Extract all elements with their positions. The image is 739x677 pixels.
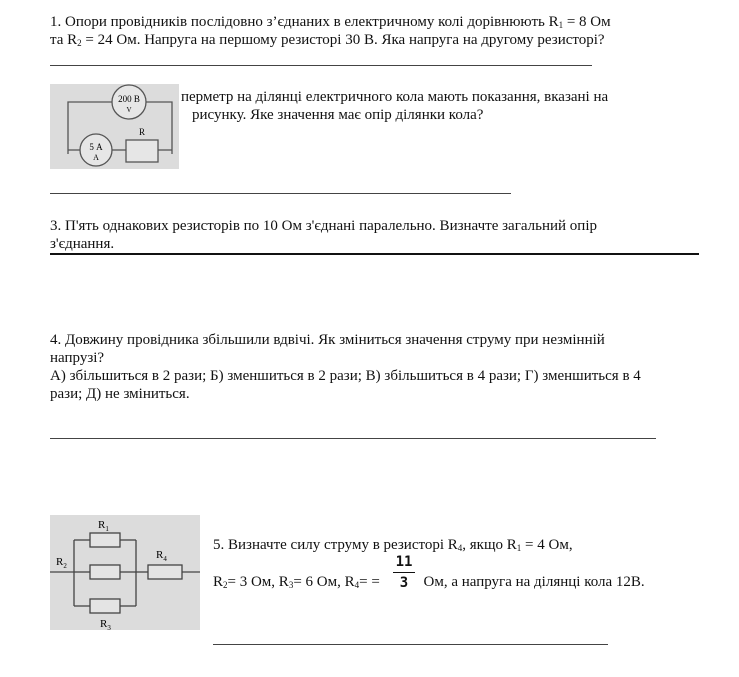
ammeter-value: 5 А xyxy=(89,142,103,152)
resistor-label: R xyxy=(138,127,146,137)
fraction-numerator: 11 xyxy=(395,554,413,570)
question-4 xyxy=(50,331,730,403)
q1-line-1: 1. Опори провідників послідовно з’єднаних в електричному колі дорівнюють $R_1 = 8$ Ом xyxy=(50,14,611,30)
answer-line-2[interactable] xyxy=(50,193,511,194)
q5-circuit-diagram xyxy=(50,515,200,630)
r4-label: $R_4$ xyxy=(156,549,167,563)
q5-line-2-left: $R_2= 3$ Ом, $R_3= 6$ Ом, $R_4=$ = xyxy=(213,574,380,590)
q4-line-4: рази; Д) не зміниться. xyxy=(50,386,190,402)
fraction-denominator: 3 xyxy=(399,575,409,591)
q4-line-2: напрузі? xyxy=(50,350,105,366)
answer-line-4[interactable] xyxy=(50,438,656,439)
q2-circuit-figure xyxy=(50,84,179,169)
r3-label: $R_3$ xyxy=(100,618,111,630)
q3-line-2: з'єднання. xyxy=(50,236,115,252)
q5-circuit-figure xyxy=(50,515,200,630)
answer-line-5[interactable] xyxy=(213,644,608,645)
q1-line-2: та $R_2 = 24$ Ом. Напруга на першому резисторі 30 В. Яка напруга на другому резисторі? xyxy=(50,32,605,48)
q2-line-2: рисунку. Яке значення має опір ділянки кола? xyxy=(192,107,484,123)
fraction-bar xyxy=(393,572,415,573)
answer-line-1[interactable] xyxy=(50,65,592,66)
q3-line-1: 3. П'ять однакових резисторів по 10 Ом з'єднані паралельно. Визначте загальний опір xyxy=(50,218,597,234)
ammeter-unit: A xyxy=(93,153,99,162)
voltmeter-value: 200 В xyxy=(118,94,140,104)
answer-line-3[interactable] xyxy=(50,253,699,255)
q4-line-1: 4. Довжину провідника збільшили вдвічі. Як зміниться значення струму при незмінній xyxy=(50,332,605,348)
r1-label: $R_1$ xyxy=(98,519,109,533)
r2-label: $R_2$ xyxy=(56,556,67,570)
voltmeter-unit: V xyxy=(126,106,132,114)
q2-line-1: перметр на ділянці електричного кола мають показання, вказані на xyxy=(181,89,609,105)
q2-circuit-diagram xyxy=(50,84,179,169)
q4-line-3: А) збільшиться в 2 рази; Б) зменшиться в 2 рази; В) збільшиться в 4 рази; Г) зменшиться в 4 xyxy=(50,368,641,384)
q5-line-2-right: Ом, а напруга на ділянці кола 12В. xyxy=(416,574,645,590)
question-1 xyxy=(50,13,730,49)
q5-line-1: 5. Визначте силу струму в резисторі $R_4$, якщо $R_1 = 4$ Ом, xyxy=(213,537,573,553)
